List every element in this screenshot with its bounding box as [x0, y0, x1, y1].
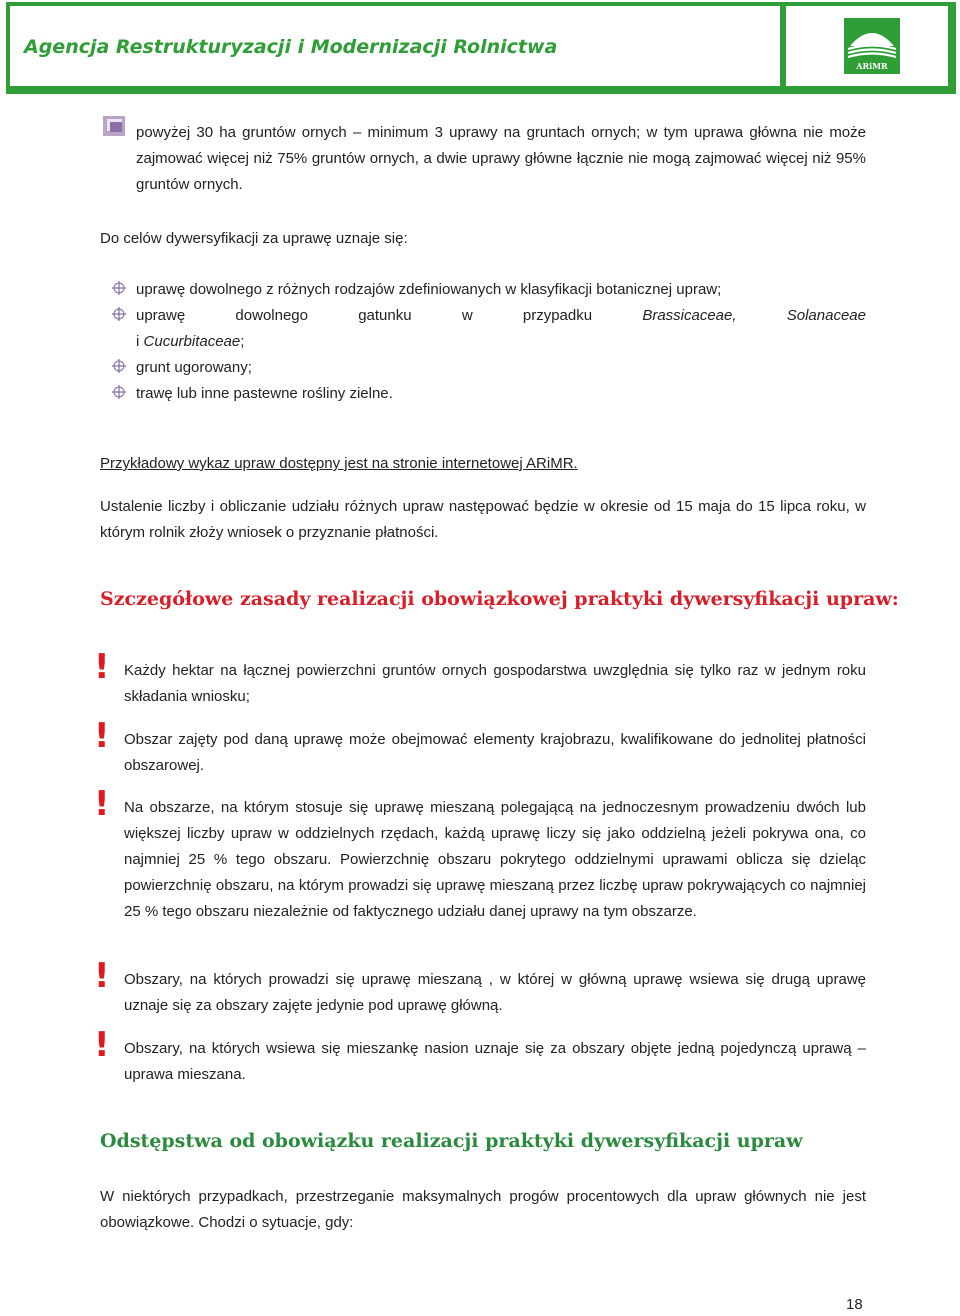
page-header	[6, 2, 956, 94]
header-title-box	[10, 6, 780, 86]
exclamation-icon: !	[94, 1025, 110, 1065]
rule-item: Każdy hektar na łącznej powierzchni gruntów ornych gospodarstwa uwzględnia się tylko raz w jednym roku składania wniosku;	[124, 662, 866, 705]
intro-bullet-text: powyżej 30 ha gruntów ornych – minimum 3 uprawy na gruntach ornych; w tym uprawa główna nie może zajmować więcej niż 75% gruntów ornych, a dwie uprawy główne łącznie nie mogą zajmować więcej niż 95% gruntów ornych.	[136, 124, 866, 193]
crop-list-item	[136, 303, 866, 355]
crop-list-item: grunt ugorowany;	[136, 359, 252, 376]
example-link-row	[100, 451, 866, 477]
rule-item: Na obszarze, na którym stosuje się uprawę mieszaną polegającą na jednoczesnym prowadzeniu dwóch lub większej liczby upraw w oddzielnych rzędach, każdą uprawę liczy się jako oddzielną jeżeli pokrywa ona, co najmniej 25 % tego obszaru. Powierzchnię obszaru pokrytego oddzielnymi uprawami oblicza się dzieląc powierzchnię obszaru, na którym prowadzi się uprawę mieszaną przez liczbę upraw pokrywających co najmniej 25 % tego obszaru niezależnie od faktycznego udziału danej uprawy na tym obszarze.	[124, 799, 866, 920]
diversification-intro: Do celów dywersyfikacji za uprawę uznaje się:	[100, 230, 408, 247]
exceptions-paragraph: W niektórych przypadkach, przestrzeganie maksymalnych progów procentowych dla upraw głównych nie jest obowiązkowe. Chodzi o sytuacje, gdy:	[100, 1188, 866, 1231]
exclamation-icon: !	[94, 647, 110, 687]
header-logo-box	[786, 6, 948, 86]
example-link[interactable]: Przykładowy wykaz upraw dostępny jest na stronie internetowej ARiMR.	[100, 455, 578, 472]
plus-crosshair-icon	[112, 385, 126, 399]
page-number: 18	[846, 1296, 863, 1313]
rule-item: Obszar zajęty pod daną uprawę może obejmować elementy krajobrazu, kwalifikowane do jednolitej płatności obszarowej.	[124, 731, 866, 774]
exclamation-icon: !	[94, 784, 110, 824]
header-title: Agencja Restrukturyzacji i Modernizacji Rolnictwa	[24, 36, 558, 58]
square-icon	[100, 114, 128, 138]
rule-item: Obszary, na których wsiewa się mieszankę nasion uznaje się za obszary objęte jedną pojedynczą uprawą – uprawa mieszana.	[124, 1040, 866, 1083]
logo-text: ARiMR	[856, 61, 888, 71]
crop-list-item: trawę lub inne pastewne rośliny zielne.	[136, 385, 393, 402]
period-paragraph: Ustalenie liczby i obliczanie udziału różnych upraw następować będzie w okresie od 15 maja do 15 lipca roku, w którym rolnik złoży wniosek o przyznanie płatności.	[100, 498, 866, 541]
plus-crosshair-icon	[112, 281, 126, 295]
heading-rules: Szczegółowe zasady realizacji obowiązkowej praktyki dywersyfikacji upraw:	[100, 588, 899, 610]
exclamation-icon: !	[94, 716, 110, 756]
plus-crosshair-icon	[112, 359, 126, 373]
rule-item: Obszary, na których prowadzi się uprawę mieszaną , w której w główną uprawę wsiewa się drugą uprawę uznaje się za obszary zajęte jedynie pod uprawę główną.	[124, 971, 866, 1014]
exclamation-icon: !	[94, 956, 110, 996]
plus-crosshair-icon	[112, 307, 126, 321]
crop-list-item: uprawę dowolnego z różnych rodzajów zdefiniowanych w klasyfikacji botanicznej upraw;	[136, 281, 722, 298]
arimr-logo	[844, 18, 900, 74]
crop-list-item-line: i Cucurbitaceae;	[136, 333, 245, 350]
heading-exceptions: Odstępstwa od obowiązku realizacji praktyki dywersyfikacji upraw	[100, 1130, 803, 1152]
crop-list-item-line: uprawę dowolnego gatunku w przypadku Brassicaceae, Solanaceae	[136, 307, 866, 324]
